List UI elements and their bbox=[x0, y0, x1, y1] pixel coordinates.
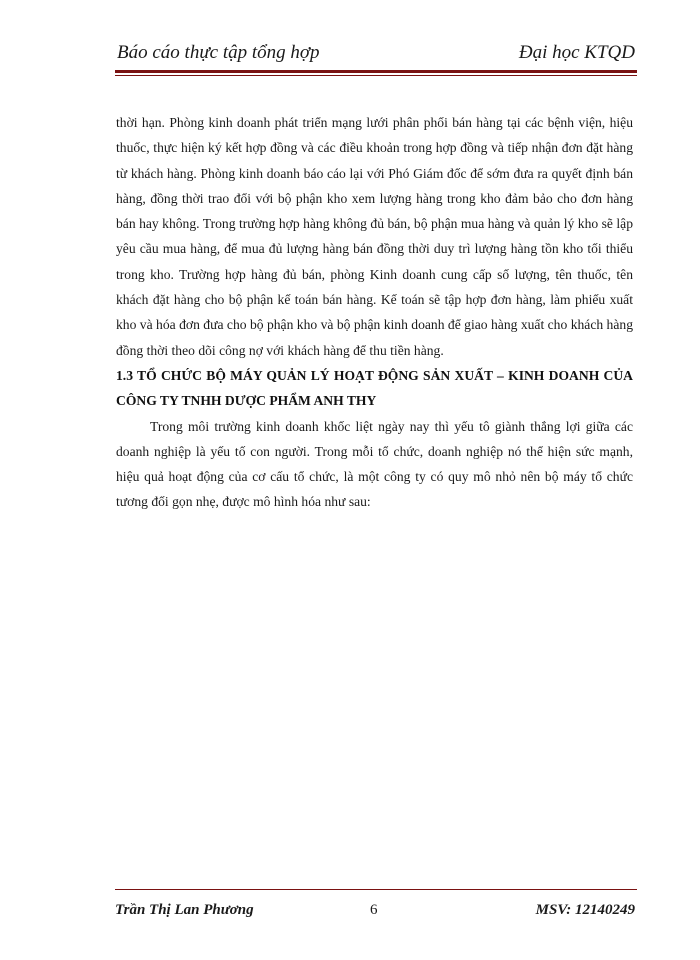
body-paragraph-1: thời hạn. Phòng kinh doanh phát triển mạng lưới phân phối bán hàng tại các bệnh viện, hiệu thuốc, thực hiện ký kết hợp đồng và các điều khoản trong hợp đồng và tiếp nhận đơn đặt hàng từ khách hàng. Phòng kinh doanh báo cáo lại với Phó Giám đốc để sớm đưa ra quyết định bán hàng, đồng thời trao đổi với bộ phận kho xem lượng hàng trong kho đảm bảo cho đơn hàng bán hay không. Trong trường hợp hàng không đủ bán, bộ phận mua hàng và quản lý kho sẽ lập yêu cầu mua hàng, để mua đủ lượng hàng bán đồng thời duy trì lượng hàng tồn kho tối thiểu trong kho. Trường hợp hàng đủ bán, phòng Kinh doanh cung cấp số lượng, tên thuốc, tên khách đặt hàng cho bộ phận kế toán bán hàng. Kế toán sẽ tập hợp đơn hàng, làm phiếu xuất kho và hóa đơn đưa cho bộ phận kho và bộ phận kinh doanh để giao hàng xuất cho khách hàng đồng thời theo dõi công nợ với khách hàng để thu tiền hàng. bbox=[116, 115, 633, 358]
header-rule-thin bbox=[115, 75, 637, 76]
page-number: 6 bbox=[370, 902, 378, 918]
university-name: Đại học KTQD bbox=[518, 42, 635, 63]
page-footer bbox=[115, 899, 635, 923]
student-id: MSV: 12140249 bbox=[535, 902, 635, 918]
author-name: Trần Thị Lan Phương bbox=[115, 902, 254, 918]
page-body bbox=[116, 110, 633, 515]
report-title: Báo cáo thực tập tổng hợp bbox=[117, 42, 320, 63]
header-rule-thick bbox=[115, 70, 637, 73]
footer-rule bbox=[115, 889, 637, 890]
page-header bbox=[115, 40, 635, 70]
body-paragraph-2: Trong môi trường kinh doanh khốc liệt ngày nay thì yếu tô giành thắng lợi giữa các doanh nghiệp là yếu tố con người. Trong mỗi tổ chức, doanh nghiệp nó thể hiện sức mạnh, hiệu quả hoạt động của cơ cấu tổ chức, là một công ty có quy mô nhỏ nên bộ máy tổ chức tương đối gọn nhẹ, được mô hình hóa như sau: bbox=[116, 418, 633, 510]
section-heading: 1.3 TỔ CHỨC BỘ MÁY QUẢN LÝ HOẠT ĐỘNG SẢN XUẤT – KINH DOANH CỦA CÔNG TY TNHH DƯỢC PHẨM ANH THY bbox=[116, 367, 633, 409]
